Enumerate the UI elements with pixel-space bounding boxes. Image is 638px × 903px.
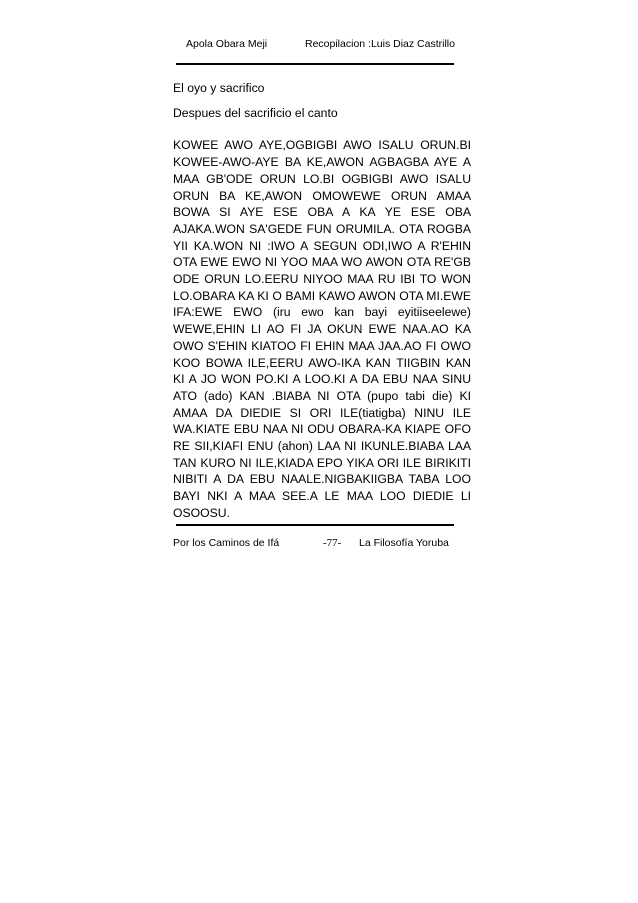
body-paragraph: KOWEE AWO AYE,OGBIGBI AWO ISALU ORUN.BI KOWEE-AWO-AYE BA KE,AWON AGBAGBA AYE A MAA GB'ODE ORUN LO.BI OGBIGBI AWO ISALU ORUN BA KE,AWON OMOWEWE ORUN AMAA BOWA SI AYE ESE OBA A KA YE ESE OBA AJAKA.WON SA'GEDE FUN ORUMILA. OTA ROGBA YII KA.WON NI :IWO A SEGUN ODI,IWO A R'EHIN OTA EWE EWO NI YOO MAA WO AWON OTA RE'GB ODE ORUN LO.EERU NIYOO MAA RU IBI TO WON LO.OBARA KA KI O BAMI KAWO AWON OTA MI.EWE IFA:EWE EWO (iru ewo kan bayi eyitiiseelewe) WEWE,EHIN LI AO FI JA OKUN EWE NAA.AO KA OWO S'EHIN KIATOO FI EHIN MAA JAA.AO FI OWO KOO BOWA ILE,EERU AWO-IKA KAN TIIGBIN KAN KI A JO WON PO.KI A LOO.KI A DA EBU NAA SINU ATO (ado) KAN .BIABA NI OTA (pupo tabi die) KI AMAA DA DIEDIE SI ORI ILE(tiatigba) NINU ILE WA.KIATE EBU NAA NI ODU OBARA-KA KIAPE OFO RE SII,KIAFI ENU (ahon) LAA NI IKUNLE.BIABA LAA TAN KURO NI ILE,KIADA EPO YIKA ORI ILE BIRIKITI NIBITI A DA EBU NAALE.NIGBAKIIGBA TABA LOO BAYI NKI A MAA SEE.A LE MAA LOO DIEDIE LI OSOOSU. (173, 138, 471, 520)
header-right-title: Recopilacion :Luis Diaz Castrillo (305, 38, 455, 50)
page-content (173, 80, 471, 522)
footer-subtitle: La Filosofía Yoruba (359, 537, 449, 549)
subsection-heading: Despues del sacrificio el canto (173, 105, 338, 120)
header-divider (176, 63, 454, 65)
footer-book-title: Por los Caminos de Ifá (173, 537, 280, 549)
footer-divider (176, 524, 454, 526)
section-heading: El oyo y sacrifico (173, 81, 265, 95)
page-number: -77- (323, 537, 342, 549)
header-left-title: Apola Obara Meji (186, 38, 268, 50)
